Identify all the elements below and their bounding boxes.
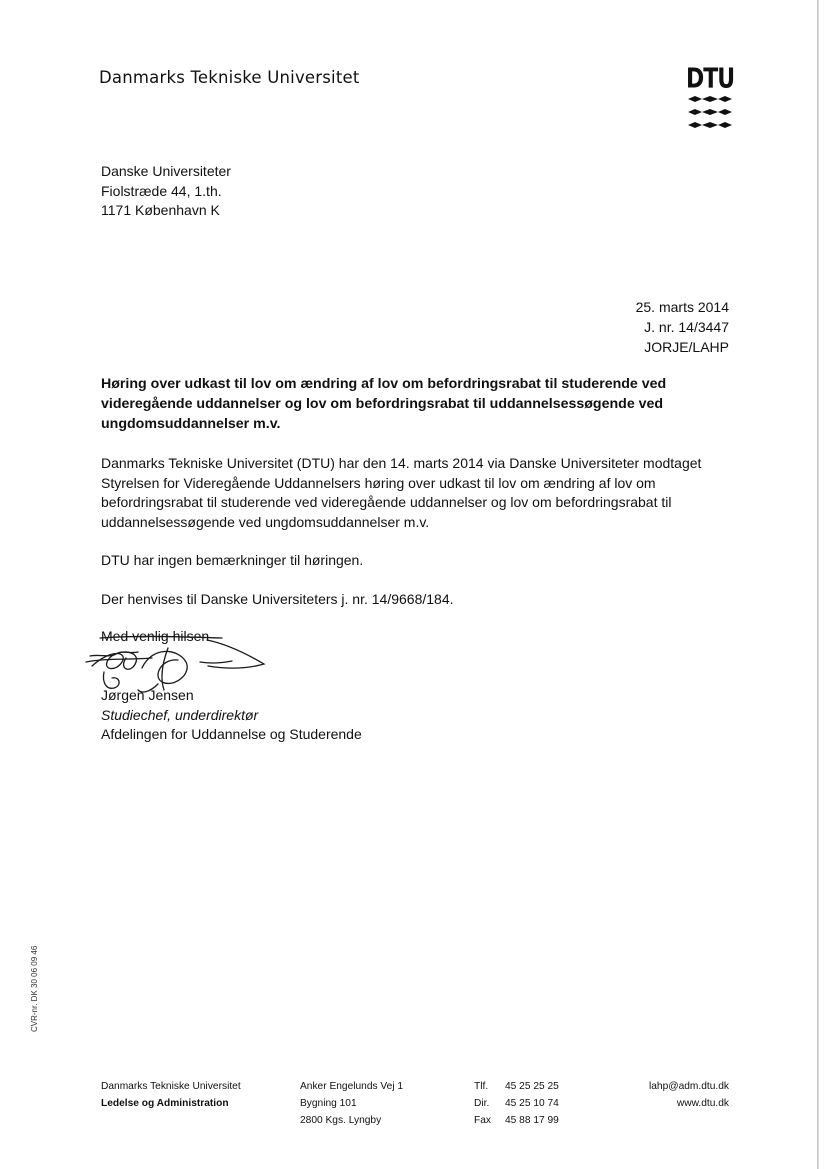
letter-subject: Høring over udkast til lov om ændring af lov om befordringsrabat til studerende ved videregående uddannelser og lov om befordringsrabat til uddannelsessøgende ved ungdomsuddannelser m.v.	[101, 376, 667, 432]
footer-address	[300, 1078, 403, 1129]
footer-org-unit: Ledelse og Administration	[101, 1098, 229, 1109]
footer-direct-row	[474, 1095, 559, 1112]
cvr-number: CVR-nr. DK 30 06 09 46	[30, 945, 39, 1032]
footer-address-line-3: 2800 Kgs. Lyngby	[300, 1115, 382, 1126]
footer-contact	[649, 1078, 729, 1112]
direct-label: Dir.	[474, 1098, 490, 1109]
footer-organization	[101, 1078, 241, 1112]
footer-phone-numbers	[474, 1078, 559, 1129]
logo-text: DTU	[686, 63, 735, 95]
footer-website: www.dtu.dk	[676, 1098, 729, 1109]
direct-number: 45 25 10 74	[505, 1098, 559, 1109]
footer-address-line-1: Anker Engelunds Vej 1	[300, 1081, 404, 1092]
body-paragraph-2: DTU har ingen bemærkninger til høringen.	[101, 552, 364, 568]
letter-date: 25. marts 2014	[635, 299, 729, 315]
signer-title: Studiechef, underdirektør	[101, 706, 259, 723]
phone-label: Tlf.	[474, 1081, 489, 1092]
institution-header: Danmarks Tekniske Universitet	[99, 68, 360, 87]
body-paragraph-1: Danmarks Tekniske Universitet (DTU) har den 14. marts 2014 via Danske Universiteter modtaget Styrelsen for Videregående Uddannelsers høring over udkast til lov om ændring af lov om befordringsrabat til studerende ved videregående uddannelser og lov om befordringsrabat til uddannelsessøgende ved ungdomsuddannelser m.v.	[101, 455, 702, 531]
phone-number: 45 25 25 25	[505, 1081, 559, 1092]
footer-address-line-2: Bygning 101	[300, 1098, 357, 1109]
recipient-name: Danske Universiteter	[101, 163, 231, 179]
recipient-address	[101, 162, 231, 221]
signer-block	[101, 686, 362, 745]
recipient-street: Fiolstræde 44, 1.th.	[101, 182, 222, 199]
scan-page-edge	[817, 0, 819, 1169]
case-number: J. nr. 14/3447	[644, 319, 729, 335]
fax-number: 45 88 17 99	[505, 1115, 559, 1126]
closing-phrase: Med venlig hilsen	[101, 628, 210, 644]
signer-department: Afdelingen for Uddannelse og Studerende	[101, 726, 362, 743]
body-paragraph-3: Der henvises til Danske Universiteters j. nr. 14/9668/184.	[101, 591, 454, 607]
footer-fax-row	[474, 1112, 559, 1129]
footer-org-name: Danmarks Tekniske Universitet	[101, 1081, 241, 1092]
footer-email: lahp@adm.dtu.dk	[648, 1081, 729, 1092]
signer-name: Jørgen Jensen	[101, 687, 194, 703]
letter-meta	[636, 297, 729, 357]
fax-label: Fax	[474, 1115, 491, 1126]
footer-phone-row	[474, 1078, 559, 1095]
reference-initials: JORJE/LAHP	[644, 339, 729, 355]
dtu-logo	[686, 63, 736, 134]
logo-wave-icon	[687, 95, 733, 131]
recipient-city: 1171 København K	[101, 202, 220, 218]
